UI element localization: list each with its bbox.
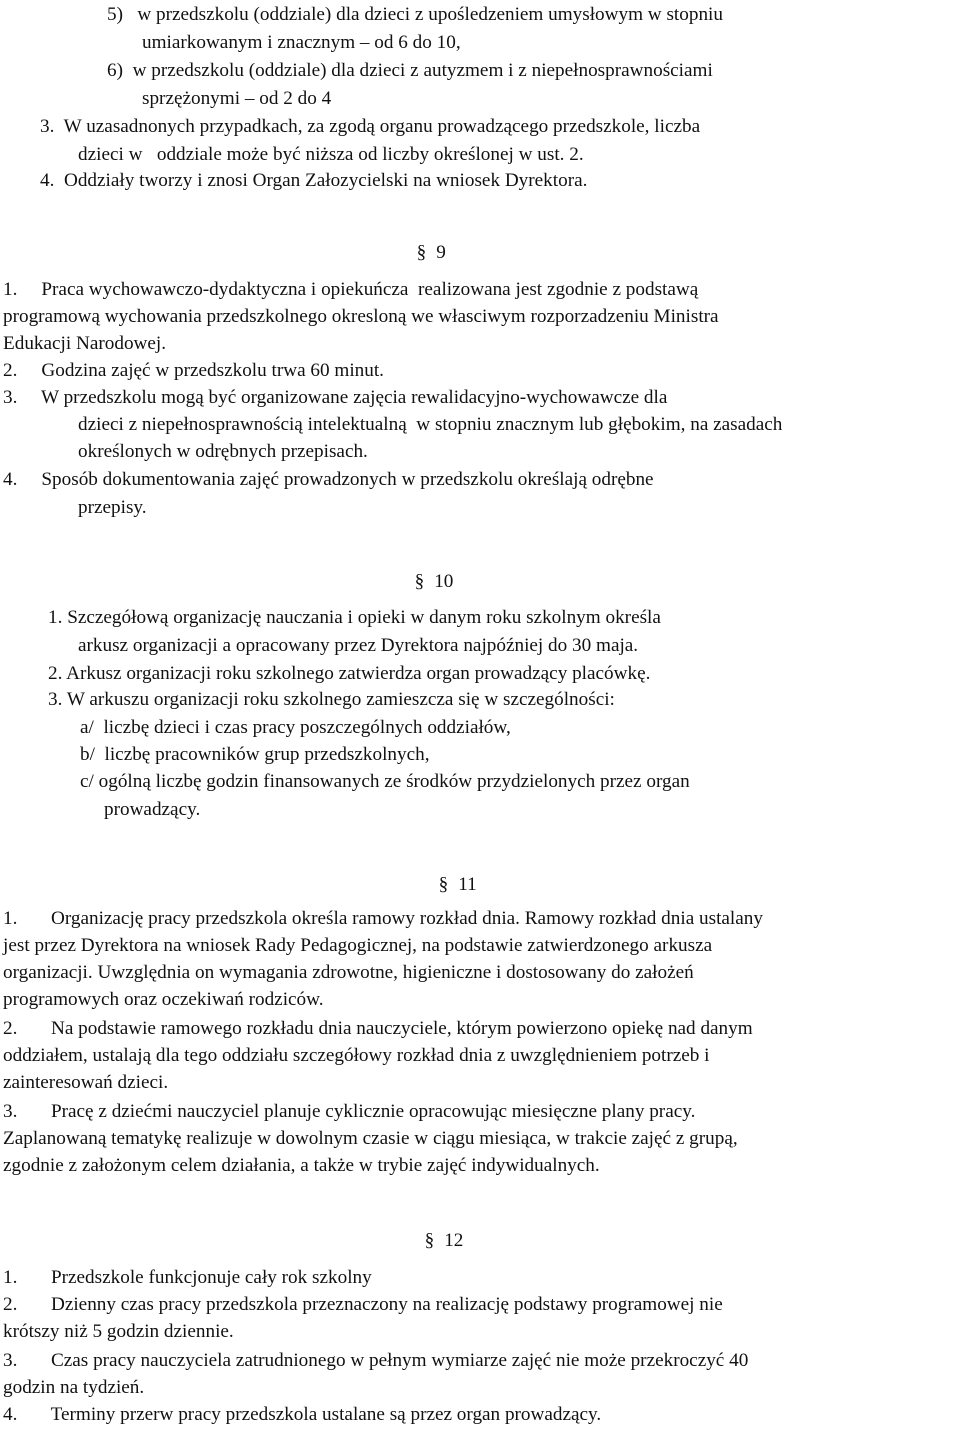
s12-line-1: 1. Przedszkole funkcjonuje cały rok szkolny — [3, 1267, 372, 1288]
s9-line-4: 2. Godzina zajęć w przedszkolu trwa 60 minut. — [3, 360, 384, 381]
s11-line-4: programowych oraz oczekiwań rodziców. — [3, 989, 324, 1010]
s10-line-2: arkusz organizacji a opracowany przez Dyrektora najpóźniej do 30 maja. — [78, 635, 639, 656]
section-number: 11 — [458, 874, 477, 896]
s11-line-10: zgodnie z założonym celem działania, a także w trybie zajęć indywidualnych. — [3, 1155, 600, 1176]
s9-line-7: określonych w odrębnych przepisach. — [78, 441, 368, 462]
s11-line-8: 3. Pracę z dziećmi nauczyciel planuje cyklicznie opracowując miesięczne plany pracy. — [3, 1101, 696, 1122]
s9-line-8: 4. Sposób dokumentowania zajęć prowadzonych w przedszkolu określają odrębne — [3, 469, 654, 490]
paragraph-3-continuation: dzieci w oddziale może być niższa od liczby określonej w ust. 2. — [78, 144, 584, 165]
s10-line-3: 2. Arkusz organizacji roku szkolnego zatwierdza organ prowadzący placówkę. — [48, 663, 651, 684]
list-item-5: 5) w przedszkolu (oddziale) dla dzieci z upośledzeniem umysłowym w stopniu — [107, 4, 723, 25]
s10-line-6: b/ liczbę pracowników grup przedszkolnych, — [80, 744, 430, 765]
section-heading-11 — [429, 856, 477, 894]
list-item-6-continuation: sprzężonymi – od 2 do 4 — [142, 88, 332, 109]
s10-line-1: 1. Szczegółową organizację nauczania i opieki w danym roku szkolnym określa — [48, 607, 661, 628]
s11-line-2: jest przez Dyrektora na wniosek Rady Pedagogicznej, na podstawie zatwierdzonego arkusza — [3, 935, 713, 956]
s11-line-5: 2. Na podstawie ramowego rozkładu dnia nauczyciele, którym powierzono opiekę nad danym — [3, 1018, 753, 1039]
list-item-5-continuation: umiarkowanym i znacznym – od 6 do 10, — [142, 32, 461, 53]
s12-line-5: godzin na tydzień. — [3, 1377, 145, 1398]
s10-line-4: 3. W arkuszu organizacji roku szkolnego zamieszcza się w szczególności: — [48, 689, 615, 710]
list-item-6: 6) w przedszkolu (oddziale) dla dzieci z autyzmem i z niepełnosprawnościami — [107, 60, 713, 81]
s9-line-6: dzieci z niepełnosprawnością intelektualną w stopniu znacznym lub głębokim, na zasadach — [78, 414, 783, 435]
section-number: 9 — [436, 242, 446, 264]
section-heading-9 — [407, 224, 446, 262]
s9-line-2: programową wychowania przedszkolnego okresloną we własciwym rozporzadzeniu Ministra — [3, 306, 719, 327]
s10-line-5: a/ liczbę dzieci i czas pracy poszczególnych oddziałów, — [80, 717, 511, 738]
s9-line-1: 1. Praca wychowawczo-dydaktyczna i opiekuńcza realizowana jest zgodnie z podstawą — [3, 279, 699, 300]
paragraph-4: 4. Oddziały tworzy i znosi Organ Załozycielski na wniosek Dyrektora. — [40, 170, 588, 191]
s10-line-7: c/ ogólną liczbę godzin finansowanych ze środków przydzielonych przez organ — [80, 771, 690, 792]
section-symbol: § — [414, 571, 425, 593]
s12-line-3: krótszy niż 5 godzin dziennie. — [3, 1321, 234, 1342]
paragraph-3: 3. W uzasadnonych przypadkach, za zgodą organu prowadzącego przedszkole, liczba — [40, 116, 701, 137]
s11-line-6: oddziałem, ustalają dla tego oddziału szczegółowy rozkład dnia z uwzględnieniem potrzeb i — [3, 1045, 710, 1066]
section-symbol: § — [424, 1230, 435, 1252]
s9-line-3: Edukacji Narodowej. — [3, 333, 167, 354]
section-number: 12 — [444, 1230, 464, 1252]
section-symbol: § — [416, 242, 427, 264]
s12-line-2: 2. Dzienny czas pracy przedszkola przeznaczony na realizację podstawy programowej nie — [3, 1294, 723, 1315]
s11-line-9: Zaplanowaną tematykę realizuje w dowolnym czasie w ciągu miesiąca, w trakcie zajęć z grupą, — [3, 1128, 738, 1149]
section-heading-12 — [415, 1212, 463, 1250]
s11-line-3: organizacji. Uwzględnia on wymagania zdrowotne, higieniczne i dostosowany do założeń — [3, 962, 694, 983]
s12-line-4: 3. Czas pracy nauczyciela zatrudnionego w pełnym wymiarze zajęć nie może przekroczyć 40 — [3, 1350, 749, 1371]
s9-line-5: 3. W przedszkolu mogą być organizowane zajęcia rewalidacyjno-wychowawcze dla — [3, 387, 668, 408]
s11-line-7: zainteresowań dzieci. — [3, 1072, 169, 1093]
section-symbol: § — [438, 874, 449, 896]
s9-line-9: przepisy. — [78, 497, 147, 518]
section-heading-10 — [405, 553, 453, 591]
section-number: 10 — [434, 571, 454, 593]
s11-line-1: 1. Organizację pracy przedszkola określa ramowy rozkład dnia. Ramowy rozkład dnia ustalany — [3, 908, 763, 929]
s12-line-6: 4. Terminy przerw pracy przedszkola ustalane są przez organ prowadzący. — [3, 1404, 602, 1425]
s10-line-8: prowadzący. — [104, 799, 201, 820]
